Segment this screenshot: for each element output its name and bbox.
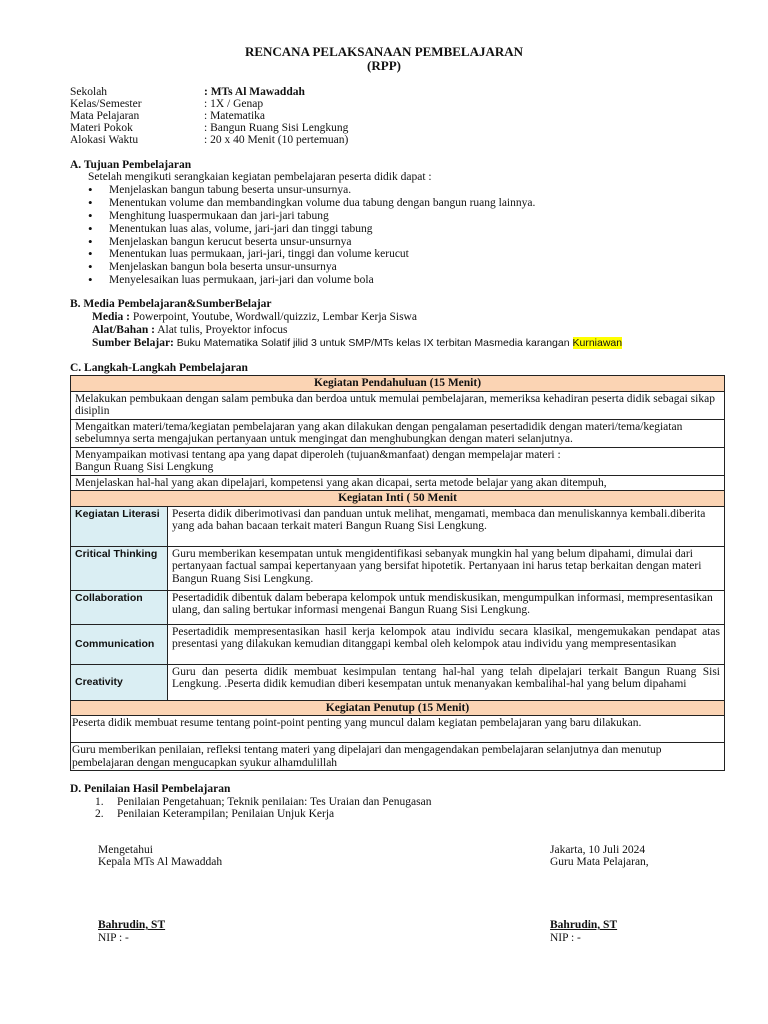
penutup-cell: Guru memberikan penilaian, refleksi tentang materi yang dipelajari dan mengagendakan pembelajaran selanjutnya dan menutup pembelajaran dengan mengucapkan syukur alhamdulillah xyxy=(71,743,725,771)
inti-label-literasi: Kegiatan Literasi xyxy=(71,506,168,546)
penutup-cell: Peserta didik membuat resume tentang point-point penting yang muncul dalam kegiatan pembelajaran yang baru dilakukan. xyxy=(71,716,725,743)
list-item: • Menjelaskan bangun bola beserta unsur-unsurnya xyxy=(88,261,535,274)
sumber-value: Buku Matematika Solatif jilid 3 untuk SMP/MTs kelas IX terbitan Masmedia karangan xyxy=(173,337,573,349)
list-item xyxy=(95,808,431,820)
list-text: Penilaian Keterampilan; Penilaian Unjuk Kerja xyxy=(117,808,335,820)
inti-text-creativity: Guru dan peserta didik membuat kesimpulan tentang hal-hal yang telah dipelajari terkait Bangun Ruang Sisi Lengkung. .Peserta didik kemudian diberi kesempatan untuk menanyakan kembalihal-hal yang belum dipahami xyxy=(168,664,725,700)
list-number: 1. xyxy=(95,796,104,808)
info-label-subject: Mata Pelajaran xyxy=(70,110,140,122)
list-text: Penilaian Pengetahuan; Teknik penilaian: Tes Uraian dan Penugasan xyxy=(117,796,432,808)
info-value-class: : 1X / Genap xyxy=(204,98,264,110)
inti-text-collaboration: Pesertadidik dibentuk dalam beberapa kelompok untuk mendiskusikan, mengumpulkan informasi, mempresentasikan ulang, dan saling bertukar informasi mengenai Bangun Ruang Sisi Lengkung. xyxy=(168,590,725,624)
table-row xyxy=(71,447,725,475)
table-row xyxy=(71,546,725,590)
section-d-heading: D. Penilaian Hasil Pembelajaran xyxy=(70,783,231,795)
list-number: 2. xyxy=(95,808,104,820)
info-value-topic: : Bangun Ruang Sisi Lengkung xyxy=(204,122,349,134)
info-value-subject: : Matematika xyxy=(204,110,265,122)
objectives-list xyxy=(88,184,535,287)
list-item: • Menjelaskan bangun tabung beserta unsur-unsurnya. xyxy=(88,184,535,197)
section-a-intro: Setelah mengikuti serangkaian kegiatan pembelajaran peserta didik dapat : xyxy=(88,171,432,183)
sign-left-line1: Mengetahui xyxy=(98,844,153,856)
penutup-header: Kegiatan Penutup (15 Menit) xyxy=(71,700,725,716)
sign-right-line2: Guru Mata Pelajaran, xyxy=(550,856,649,868)
table-row xyxy=(71,391,725,419)
learning-steps-table xyxy=(70,375,725,771)
table-row xyxy=(71,475,725,491)
list-item: • Menghitung luaspermukaan dan jari-jari tabung xyxy=(88,210,535,223)
table-row xyxy=(71,506,725,546)
sign-right-line1: Jakarta, 10 Juli 2024 xyxy=(550,844,646,856)
info-label-school: Sekolah xyxy=(70,86,108,98)
alat-line xyxy=(92,324,288,337)
alat-value: Alat tulis, Proyektor infocus xyxy=(154,324,288,336)
info-label-class: Kelas/Semester xyxy=(70,98,142,110)
inti-label-creativity: Creativity xyxy=(71,664,168,700)
pendahuluan-header: Kegiatan Pendahuluan (15 Menit) xyxy=(71,376,725,392)
media-label: Media : xyxy=(92,311,131,323)
sign-left-line2: Kepala MTs Al Mawaddah xyxy=(98,856,223,868)
sumber-label: Sumber Belajar: xyxy=(92,337,174,349)
table-row xyxy=(71,624,725,664)
pendahuluan-cell: Menjelaskan hal-hal yang akan dipelajari, kompetensi yang akan dicapai, serta metode belajar yang akan ditempuh, xyxy=(71,475,725,491)
info-value-school: : MTs Al Mawaddah xyxy=(204,86,305,98)
inti-text-critical: Guru memberikan kesempatan untuk mengidentifikasi sebanyak mungkin hal yang belum dipahami, dimulai dari pertanyaan factual sampai kepertanyaan yang bersifat hipotetik. Pertanyaan ini harus tetap berkaitan dengan materi Bangun Ruang Sisi Lengkung. xyxy=(168,546,725,590)
pendahuluan-cell xyxy=(71,447,725,475)
list-item: • Menentukan luas permukaan, jari-jari, tinggi dan volume kerucut xyxy=(88,248,535,261)
alat-label: Alat/Bahan : xyxy=(92,324,155,336)
section-b-heading: B. Media Pembelajaran&SumberBelajar xyxy=(70,298,272,310)
table-row xyxy=(71,664,725,700)
sumber-highlight: Kurniawan xyxy=(572,337,623,349)
info-label-time: Alokasi Waktu xyxy=(70,134,139,146)
pendahuluan-cell: Melakukan pembukaan dengan salam pembuka dan berdoa untuk memulai pembelajaran, memeriksa kehadiran peserta didik sebagai sikap disiplin xyxy=(71,391,725,419)
media-line xyxy=(92,311,417,324)
inti-header: Kegiatan Inti ( 50 Menit xyxy=(71,491,725,507)
table-row xyxy=(71,376,725,392)
sign-left-nip: NIP : - xyxy=(98,932,129,944)
pendahuluan-cell: Mengaitkan materi/tema/kegiatan pembelajaran yang akan dilakukan dengan pengalaman pesertadidik dengan materi/tema/kegiatan sebelumnya serta mengajukan pertanyaan untuk mengingat dan menghubungkan dengan materi selanjutnya. xyxy=(71,419,725,447)
section-a-heading: A. Tujuan Pembelajaran xyxy=(70,159,192,171)
inti-label-collaboration: Collaboration xyxy=(71,590,168,624)
list-item xyxy=(95,796,431,808)
table-row xyxy=(71,716,725,743)
media-value: Powerpoint, Youtube, Wordwall/quizziz, Lembar Kerja Siswa xyxy=(130,311,417,323)
sign-right-nip: NIP : - xyxy=(550,932,581,944)
info-value-time: : 20 x 40 Menit (10 pertemuan) xyxy=(204,134,349,146)
list-item: • Menentukan volume dan membandingkan volume dua tabung dengan bangun ruang lainnya. xyxy=(88,197,535,210)
inti-label-communication: Communication xyxy=(71,624,168,664)
list-item: • Menjelaskan bangun kerucut beserta unsur-unsurnya xyxy=(88,236,535,249)
document-subtitle: (RPP) xyxy=(367,58,401,73)
info-label-topic: Materi Pokok xyxy=(70,122,133,134)
assessment-list xyxy=(95,796,431,820)
sign-left-name: Bahrudin, ST xyxy=(98,919,166,931)
motivation-text: Menyampaikan motivasi tentang apa yang dapat diperoleh (tujuan&manfaat) dengan mempelajar materi : xyxy=(75,448,561,461)
sumber-line xyxy=(92,337,622,350)
list-item: • Menyelesaikan luas permukaan, jari-jari dan volume bola xyxy=(88,274,535,287)
motivation-topic: Bangun Ruang Sisi Lengkung xyxy=(75,461,214,473)
table-row xyxy=(71,419,725,447)
table-row xyxy=(71,491,725,507)
table-row xyxy=(71,743,725,771)
document-title: RENCANA PELAKSANAAN PEMBELAJARAN xyxy=(244,44,524,59)
table-row xyxy=(71,700,725,716)
section-c-heading: C. Langkah-Langkah Pembelajaran xyxy=(70,362,248,374)
list-item: • Menentukan luas alas, volume, jari-jari dan tinggi tabung xyxy=(88,223,535,236)
inti-label-critical: Critical Thinking xyxy=(71,546,168,590)
sign-right-name: Bahrudin, ST xyxy=(550,919,618,931)
inti-text-communication: Pesertadidik mempresentasikan hasil kerja kelompok atau individu secara klasikal, mengemukakan pendapat atas presentasi yang dilakukan kemudian ditanggapi kembal oleh kelompok atau individu yang mempresentasikan xyxy=(168,624,725,664)
inti-text-literasi: Peserta didik diberimotivasi dan panduan untuk melihat, mengamati, membaca dan menuliskannya kembali.diberita yang ada bahan bacaan terkait materi Bangun Ruang Sisi Lengkung. xyxy=(168,506,725,546)
table-row xyxy=(71,590,725,624)
